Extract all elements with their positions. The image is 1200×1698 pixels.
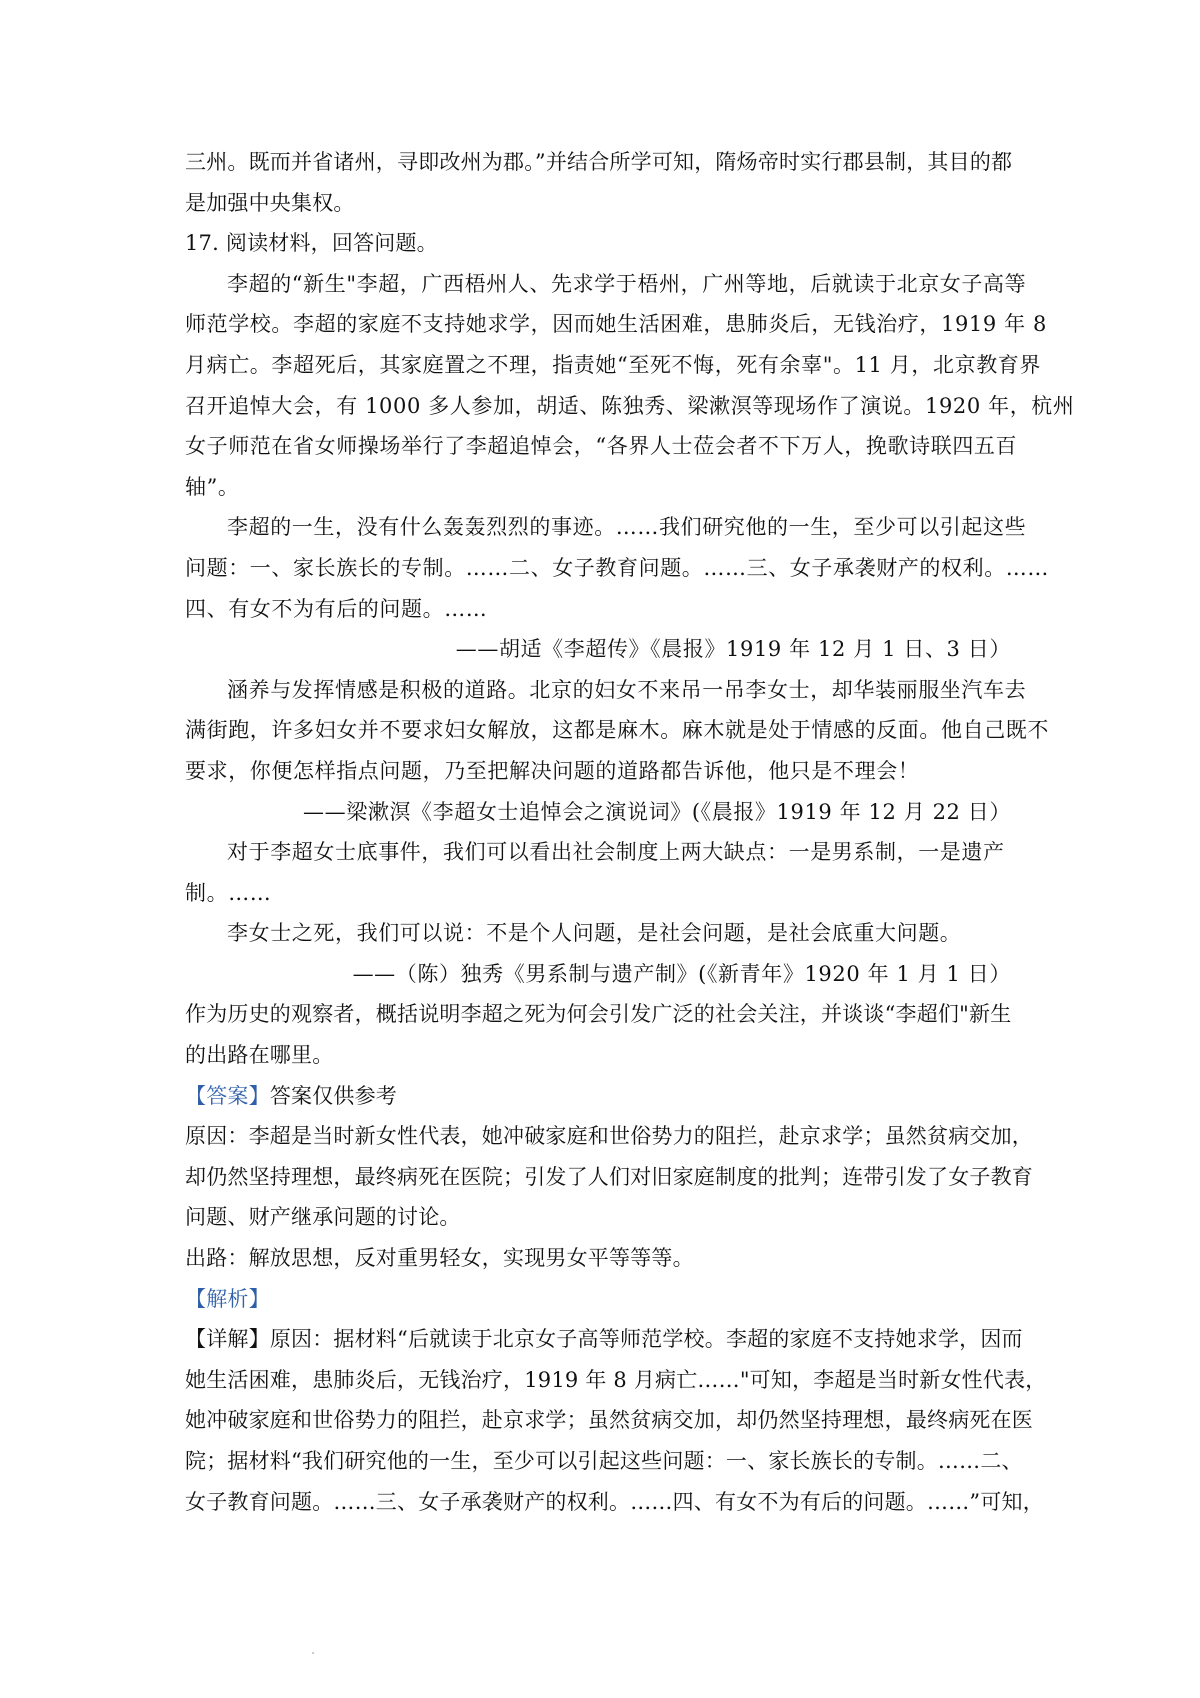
material-1-line-1: 李超的“新生"李超，广西梧州人、先求学于梧州，广州等地，后就读于北京女子高等 xyxy=(227,271,1027,296)
question-line-2: 的出路在哪里。 xyxy=(185,1043,334,1068)
material-1-line-2: 师范学校。李超的家庭不支持她求学，因而她生活困难，患肺炎后，无钱治疗，1919 年 8 xyxy=(185,312,1047,337)
question-line-1: 作为历史的观察者，概括说明李超之死为何会引发广泛的社会关注，并谈谈“李超们"新生 xyxy=(185,1002,1012,1027)
material-4-line-2: 制。…… xyxy=(185,880,272,905)
detail-tag: 【详解】 xyxy=(185,1327,270,1352)
material-2-line-2: 问题：一、家长族长的专制。……二、女子教育问题。……三、女子承袭财产的权利。…… xyxy=(185,555,1049,580)
answer-note: 答案仅供参考 xyxy=(269,1083,398,1108)
analysis-tag: 【解析】 xyxy=(185,1286,270,1311)
intro-line-1: 三州。既而并省诸州，寻即改州为郡。”并结合所学可知，隋炀帝时实行郡县制，其目的都 xyxy=(185,150,1013,174)
intro-line-2: 是加强中央集权。 xyxy=(185,190,355,215)
answer-line-2: 却仍然坚持理想，最终病死在医院；引发了人们对旧家庭制度的批判；连带引发了女子教育 xyxy=(185,1164,1033,1189)
material-2 xyxy=(185,507,1049,669)
material-1 xyxy=(185,264,1075,508)
material-3-line-2: 满街跑，许多妇女并不要求妇女解放，这都是麻木。麻木就是处于情感的反面。他自己既不 xyxy=(185,718,1049,743)
answer-line-4: 出路：解放思想，反对重男轻女，实现男女平等等等。 xyxy=(185,1246,694,1271)
material-3-source: ——梁漱溟《李超女士追悼会之演说词》(《晨报》1919 年 12 月 22 日） xyxy=(303,799,1011,824)
question-prompt xyxy=(185,994,1029,1075)
answer-line-1: 原因：李超是当时新女性代表，她冲破家庭和世俗势力的阻拦，赴京求学；虽然贫病交加， xyxy=(185,1124,1033,1149)
analysis-header xyxy=(185,1279,1029,1320)
detail-line-2: 她生活困难，患肺炎后，无钱治疗，1919 年 8 月病亡……"可知，李超是当时新女性代表， xyxy=(185,1367,1047,1392)
material-4 xyxy=(185,832,1029,994)
material-3-line-1: 涵养与发挥情感是积极的道路。北京的妇女不来吊一吊李女士，却华装丽服坐汽车去 xyxy=(227,677,1027,702)
question-17-heading: 17. 阅读材料，回答问题。 xyxy=(185,231,438,256)
material-1-line-3: 月病亡。李超死后，其家庭置之不理，指责她“至死不悔，死有余辜"。11 月，北京教育界 xyxy=(185,352,1041,377)
material-4b-line: 李女士之死，我们可以说：不是个人问题，是社会问题，是社会底重大问题。 xyxy=(227,921,962,946)
detail-first-text: 原因：据材料“后就读于北京女子高等师范学校。李超的家庭不支持她求学，因而 xyxy=(269,1327,1023,1352)
material-2-source: ——胡适《李超传》《晨报》1919 年 12 月 1 日、3 日） xyxy=(455,637,1011,662)
answer-tag: 【答案】 xyxy=(185,1083,270,1108)
detail-line-3: 她冲破家庭和世俗势力的阻拦，赴京求学；虽然贫病交加，却仍然坚持理想，最终病死在医 xyxy=(185,1408,1033,1433)
material-4-line-1: 对于李超女士底事件，我们可以看出社会制度上两大缺点：一是男系制，一是遗产 xyxy=(227,840,1005,865)
material-2-line-3: 四、有女不为有后的问题。…… xyxy=(185,596,488,621)
detail-line-1 xyxy=(185,1319,1029,1360)
document-body xyxy=(185,142,1075,1522)
material-1-line-6: 轴”。 xyxy=(185,474,240,499)
material-3 xyxy=(185,670,1049,832)
answer-header xyxy=(185,1076,1029,1117)
detail-line-4: 院；据材料“我们研究他的一生，至少可以引起这些问题：一、家长族长的专制。……二、 xyxy=(185,1449,1023,1473)
material-3-line-3: 要求，你便怎样指点问题，乃至把解决问题的道路都告诉他，他只是不理会！ xyxy=(185,758,920,783)
material-4-source: ——（陈）独秀《男系制与遗产制》(《新青年》1920 年 1 月 1 日） xyxy=(352,961,1011,986)
detail-line-5: 女子教育问题。……三、女子承袭财产的权利。……四、有女不为有后的问题。……”可知， xyxy=(185,1489,1044,1514)
material-1-line-4: 召开追悼大会，有 1000 多人参加，胡适、陈独秀、梁漱溟等现场作了演说。1920 年，杭州 xyxy=(185,393,1075,418)
answer-body xyxy=(185,1116,1033,1278)
material-1-line-5: 女子师范在省女师操场举行了李超追悼会，“各界人士莅会者不下万人，挽歌诗联四五百 xyxy=(185,434,1018,459)
answer-line-3: 问题、财产继承问题的讨论。 xyxy=(185,1205,461,1230)
footer-dot xyxy=(312,1652,314,1654)
material-2-line-1: 李超的一生，没有什么轰轰烈烈的事迹。……我们研究他的一生，至少可以引起这些 xyxy=(227,515,1027,540)
detail-body xyxy=(185,1319,1047,1522)
